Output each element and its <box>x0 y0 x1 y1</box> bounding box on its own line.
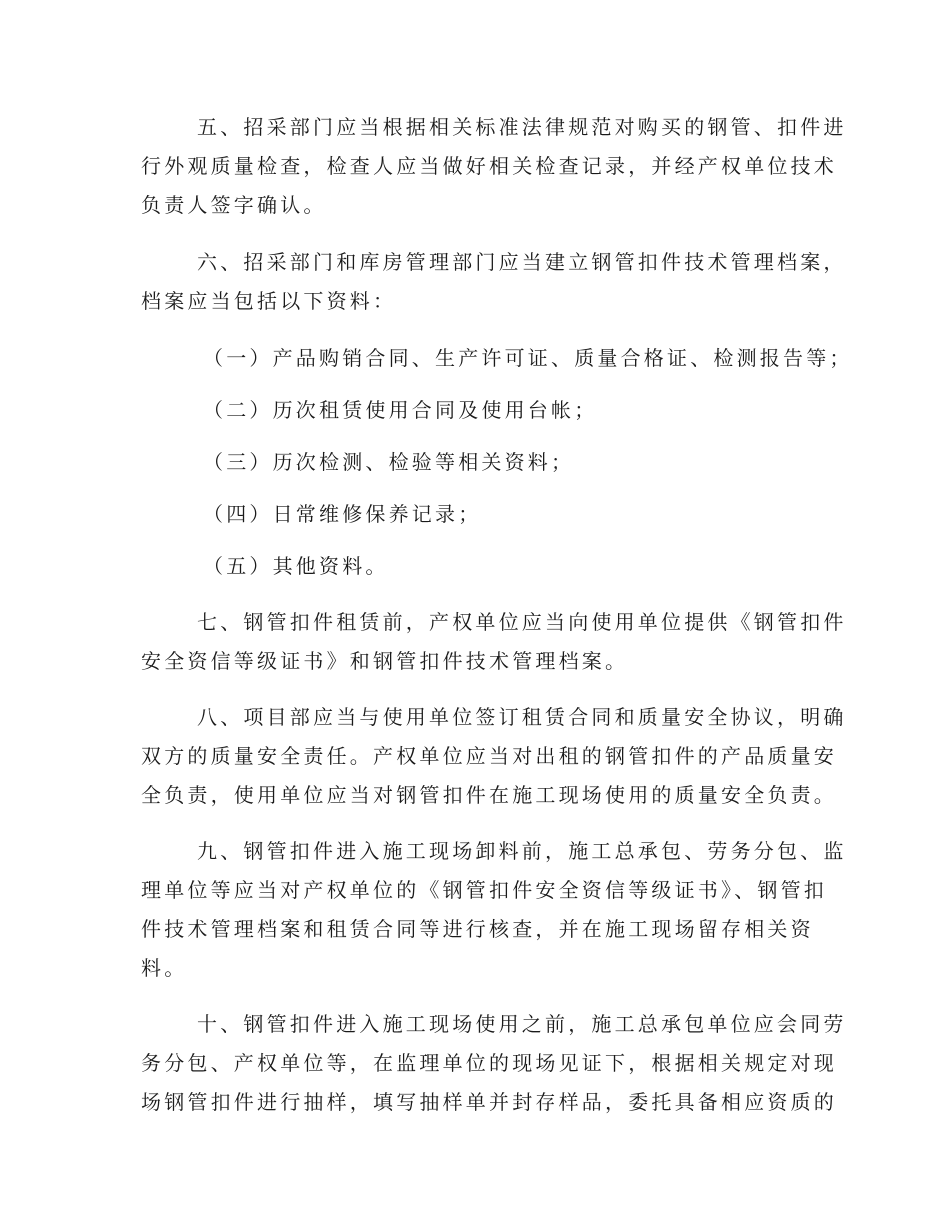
paragraph-6 <box>141 243 847 321</box>
paragraph-line: 安全资信等级证书》和钢管扣件技术管理档案。 <box>141 649 629 673</box>
paragraph-line: 五、招采部门应当根据相关标准法律规范对购买的钢管、扣件进 <box>197 115 847 139</box>
paragraph-line: 件技术管理档案和租赁合同等进行核查，并在施工现场留存相关资 <box>141 917 814 941</box>
paragraph-line: 九、钢管扣件进入施工现场卸料前，施工总承包、劳务分包、监 <box>197 839 847 863</box>
list-item-2: （二）历次租赁使用合同及使用台帐； <box>203 398 598 422</box>
paragraph-line: 十、钢管扣件进入施工现场使用之前，施工总承包单位应会同劳 <box>197 1012 847 1036</box>
paragraph-line: 务分包、产权单位等，在监理单位的现场见证下，根据相关规定对现 <box>141 1051 837 1075</box>
list-item-4: （四）日常维修保养记录； <box>203 502 482 526</box>
paragraph-line: 料。 <box>141 956 188 980</box>
paragraph-line: 行外观质量检查，检查人应当做好相关检查记录，并经产权单位技术 <box>141 154 837 178</box>
list-item-1: （一）产品购销合同、生产许可证、质量合格证、检测报告等； <box>203 346 853 370</box>
document-body <box>141 108 853 1122</box>
paragraph-line: 全负责，使用单位应当对钢管扣件在施工现场使用的质量安全负责。 <box>141 783 837 807</box>
list-item-3: （三）历次检测、检验等相关资料； <box>203 450 575 474</box>
paragraph-line: 负责人签字确认。 <box>141 193 327 217</box>
list-item-5: （五）其他资料。 <box>203 554 389 578</box>
paragraph-line: 理单位等应当对产权单位的《钢管扣件安全资信等级证书》、钢管扣 <box>141 878 827 902</box>
paragraph-9 <box>141 832 847 988</box>
paragraph-line: 七、钢管扣件租赁前，产权单位应当向使用单位提供《钢管扣件 <box>197 610 847 634</box>
paragraph-8 <box>141 698 847 815</box>
paragraph-5 <box>141 108 847 225</box>
paragraph-line: 八、项目部应当与使用单位签订租赁合同和质量安全协议，明确 <box>197 705 847 729</box>
paragraph-10 <box>141 1005 847 1122</box>
paragraph-line: 档案应当包括以下资料： <box>141 289 397 313</box>
paragraph-7 <box>141 603 847 681</box>
paragraph-line: 场钢管扣件进行抽样，填写抽样单并封存样品，委托具备相应资质的 <box>141 1090 837 1114</box>
paragraph-line: 六、招采部门和库房管理部门应当建立钢管扣件技术管理档案， <box>197 250 847 274</box>
paragraph-line: 双方的质量安全责任。产权单位应当对出租的钢管扣件的产品质量安 <box>141 744 837 768</box>
